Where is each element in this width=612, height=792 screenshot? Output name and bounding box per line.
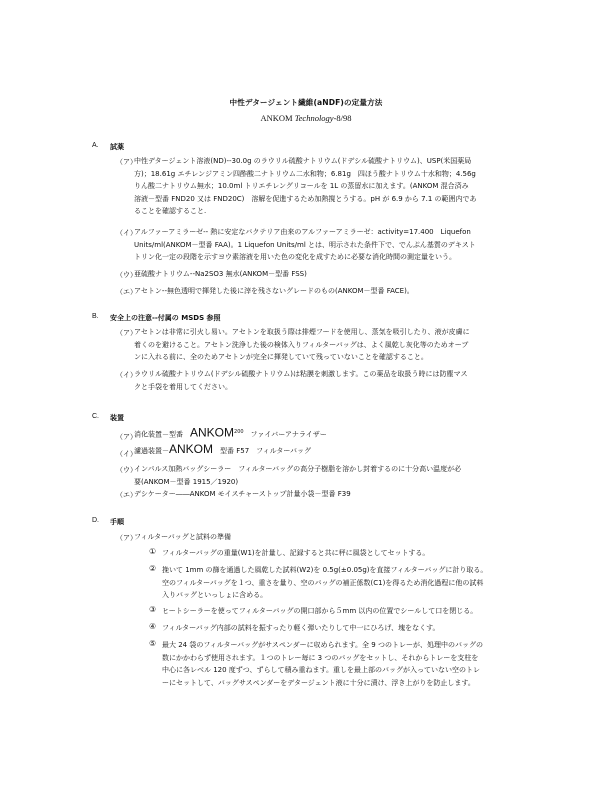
list-item bbox=[134, 285, 534, 298]
step-number: ② bbox=[149, 564, 157, 573]
list-item bbox=[134, 531, 534, 544]
item-line: アセトン--無色透明で揮発した後に滓を残さないグレードのもの(ANKOM－型番 FACE)。 bbox=[134, 287, 414, 295]
item-text: 濾過装置－ bbox=[134, 447, 169, 455]
brand-text: ANKOM bbox=[169, 442, 214, 456]
model-superscript: 200 bbox=[234, 429, 244, 435]
item-marker: （イ） bbox=[116, 450, 137, 458]
step-text bbox=[162, 639, 532, 689]
list-item bbox=[134, 443, 534, 458]
subtitle-prefix: ANKOM bbox=[260, 113, 295, 123]
item-line bbox=[134, 426, 534, 441]
item-line: ラウリル硫酸ナトリウム(ドデシル硫酸ナトリウム)は粘膜を刺激します。この薬品を取扱う時には防塵マス bbox=[134, 370, 468, 378]
item-marker: （エ） bbox=[116, 491, 137, 499]
section-heading: 試薬 bbox=[110, 143, 124, 151]
step-text bbox=[162, 605, 532, 618]
item-line: インパルス加熱バッグシーラー フィルターバッグの高分子樹脂を溶かし封着するのに十分高い温度が必 bbox=[134, 465, 462, 473]
item-marker: （ア） bbox=[116, 433, 137, 441]
list-item bbox=[134, 426, 534, 441]
step-text bbox=[162, 564, 532, 602]
item-line: 要(ANKOM－型番 1915／1920) bbox=[134, 477, 239, 486]
item-line: アセトンは非常に引火し易い。アセトンを取扱う際は排煙フードを使用し、蒸気を吸引したり、液が皮膚に bbox=[134, 328, 470, 336]
item-marker: （ウ） bbox=[116, 466, 137, 474]
step-text bbox=[162, 547, 532, 560]
brand-text: ANKOM bbox=[190, 425, 235, 440]
step-line: フィルターバッグの重量(W1)を計量し、記録すると共に秤に風袋としてセットする。 bbox=[162, 549, 430, 557]
step-line: 挽いて 1mm の篩を通過した風乾した試料(W2)を 0.5g(±0.05g)を直接フィルターバッグに計り取る。 bbox=[162, 566, 488, 574]
section-letter: A. bbox=[92, 142, 99, 149]
step-number: ⑤ bbox=[149, 639, 157, 648]
item-line: フィルターバッグと試料の準備 bbox=[134, 533, 231, 541]
item-line: 着くのを避けること。アセトン洗浄した後の検体入りフィルターバッグは、よく風乾し灰化等のためオーブ bbox=[134, 340, 469, 349]
step-line: 数にかかわらず使用されます。１つのトレー毎に 3 つのバッグをセットし、それからトレーを支柱を bbox=[162, 653, 479, 662]
list-item bbox=[134, 226, 534, 264]
step-line: 最大 24 袋のフィルターバッグがサスペンダーに収められます。全 9 つのトレーが、処理中のバッグの bbox=[162, 641, 483, 649]
item-line: 溶液－型番 FND20 又は FND20C) 溶解を促進するため加熱撹とうする。pH が 6.9 から 7.1 の範囲内であ bbox=[134, 194, 477, 203]
item-marker: （ア） bbox=[116, 329, 137, 337]
document-title: 中性デタージェント繊維(aNDF)の定量方法 bbox=[229, 98, 383, 107]
document-subtitle bbox=[0, 113, 612, 123]
item-marker: （イ） bbox=[116, 371, 137, 379]
step-number: ① bbox=[149, 547, 157, 556]
item-line: ることを確認すること. bbox=[134, 207, 207, 216]
item-line: 亜硫酸ナトリウム--Na2SO3 無水(ANKOM－型番 FSS) bbox=[134, 270, 307, 278]
section-heading: 安全上の注意--付属の MSDS 参照 bbox=[110, 314, 221, 322]
item-line: アルファーアミラーゼ-- 熱に安定なバクテリア由来のアルファーアミラーゼ：activity=17.400 Liquefon bbox=[134, 228, 471, 236]
step-line: ヒートシーラーを使ってフィルターバッグの開口部から５mm 以内の位置でシールして口を閉じる。 bbox=[162, 607, 478, 615]
item-line: りん酸二ナトリウム無水；10.0ml トリエチレングリコールを 1L の蒸留水に加えます。(ANKOM 混合済み bbox=[134, 182, 469, 191]
step-number: ④ bbox=[149, 622, 157, 631]
item-line: ンに入れる前に、全のためアセトンが完全に揮発していて残っていないことを確認すること。 bbox=[134, 353, 428, 362]
section-letter: D. bbox=[92, 517, 99, 524]
step-line: 中心に各レベル 120 度ずつ、ずらして積み重ねます。重しを最上部のバッグが入っていない空のトレ bbox=[162, 666, 480, 675]
subtitle-suffix: -8/98 bbox=[333, 113, 352, 123]
list-item bbox=[134, 326, 534, 364]
section-heading: 手順 bbox=[110, 518, 124, 526]
list-item bbox=[134, 268, 534, 281]
item-marker: （エ） bbox=[116, 288, 137, 296]
item-marker: （ア） bbox=[116, 534, 137, 542]
subtitle-italic: Technology bbox=[294, 113, 334, 123]
step-text bbox=[162, 622, 532, 635]
step-line: 空のフィルターバッグを１つ、重さを量り、空のバッグの補正係数(C1)を得るため消化過程に他の試料 bbox=[162, 578, 484, 587]
step-number: ③ bbox=[149, 605, 157, 614]
item-line: クと手袋を着用してください。 bbox=[134, 382, 232, 391]
item-marker: （イ） bbox=[116, 229, 137, 237]
item-line: 中性デタージェント溶液(ND)--30.0g のラウリル硫酸ナトリウム(ドデシル硫酸ナトリウム)、USP(米国薬局 bbox=[134, 157, 472, 165]
step-line: フィルターバッグ内部の試料を振すったり軽く弾いたりして中一にひろげ、塊をなくす。 bbox=[162, 624, 440, 632]
step-line: ーにセットして、バッグサスペンダーをデタージェント液に十分に漬け、浮き上がりを防止します。 bbox=[162, 678, 475, 687]
item-line: トリン化一定の段階を示すヨウ素溶液を用いた色の変化を成すために必要な消化時間の測定量をいう。 bbox=[134, 253, 456, 262]
section-letter: B. bbox=[92, 313, 99, 320]
item-text: 消化装置－型番 bbox=[134, 430, 190, 439]
step-line: 入りバッグといっしょに含める。 bbox=[162, 591, 268, 600]
item-line: デシケーター――ANKOM モイスチャーストップ計量小袋－型番 F39 bbox=[134, 490, 351, 498]
section-letter: C. bbox=[92, 413, 99, 420]
list-item bbox=[134, 155, 534, 218]
item-text: 型番 F57 フィルターバッグ bbox=[213, 447, 311, 455]
list-item bbox=[134, 488, 534, 501]
item-text: ファイバーアナライザー bbox=[243, 430, 327, 439]
section-heading: 装置 bbox=[110, 414, 124, 422]
item-marker: （ウ） bbox=[116, 271, 137, 279]
list-item bbox=[134, 368, 534, 393]
item-line bbox=[134, 443, 534, 458]
list-item bbox=[134, 463, 534, 488]
item-line: 方)；18.61g エチレンジアミン四酢酸二ナトリウム二水和物；6.81g 四ほう酸ナトリウム十水和物；4.56g bbox=[134, 169, 476, 178]
item-line: Units/ml(ANKOM－型番 FAA)。1 Liquefon Units/ml とは、明示された条件下で、でんぷん基質のデキスト bbox=[134, 240, 476, 249]
item-marker: （ア） bbox=[116, 158, 137, 166]
